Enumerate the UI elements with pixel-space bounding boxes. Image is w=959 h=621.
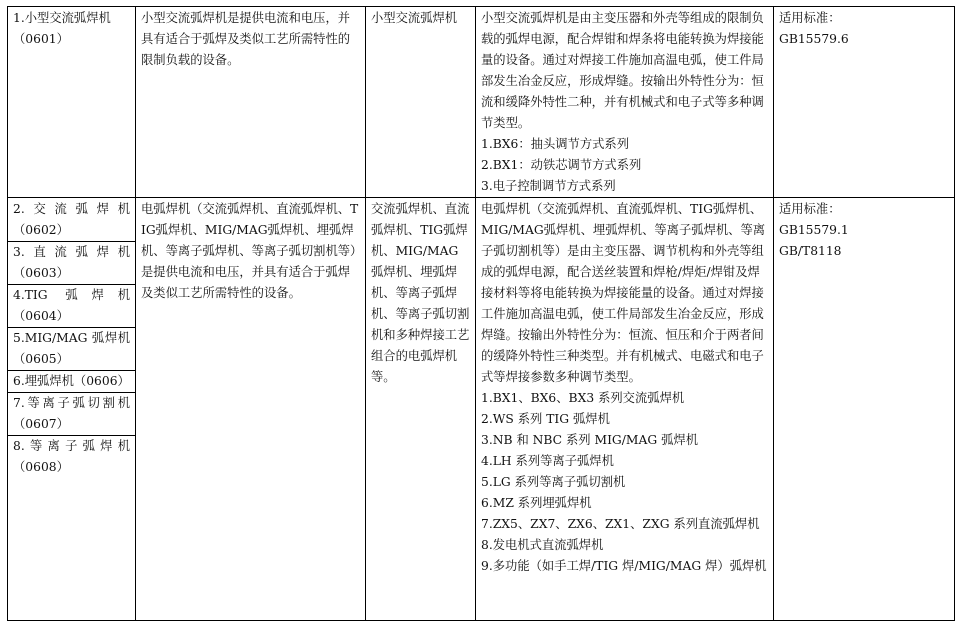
type-item: 7.ZX5、ZX7、ZX6、ZX1、ZXG 系列直流弧焊机: [481, 517, 760, 531]
type-item: 5.LG 系列等离子弧切割机: [481, 475, 626, 489]
definition-cell: 小型交流弧焊机是提供电流和电压，并具有适合于弧焊及类似工艺所需特性的限制负载的设备。: [136, 7, 366, 198]
type-item: 1.BX1、BX6、BX3 系列交流弧焊机: [481, 391, 685, 405]
type-item: 4.LH 系列等离子弧焊机: [481, 454, 614, 468]
category-code: （0604）: [13, 309, 69, 323]
description-cell: [476, 7, 774, 198]
category-item: [8, 242, 135, 285]
type-item: 3.电子控制调节方式系列: [481, 179, 616, 193]
category-cell: [8, 198, 136, 621]
standard-code: GB15579.1: [779, 223, 849, 237]
description-text: 电弧焊机（交流弧焊机、直流弧焊机、TIG弧焊机、MIG/MAG弧焊机、埋弧焊机、等离子弧焊机、等离子弧切割机等）是由主变压器、调节机构和外壳等组成的弧焊电源，配合送丝装置和焊枪/焊炬/焊钳及焊接材料等将电能转换为焊接能量的设备。通过对焊接工件施加高温电弧，使工件局部发生冶金反应，形成焊缝。按输出外特性分为：恒流、恒压和介于两者间的缓降外特性三种类型。并有机械式、电磁式和电子式等焊接参数多种调节类型。: [481, 202, 766, 384]
standard-cell: [774, 7, 955, 198]
type-item: 8.发电机式直流弧焊机: [481, 538, 604, 552]
standard-code: GB/T8118: [779, 244, 842, 258]
category-item: [8, 436, 135, 478]
category-name: 3.直流弧焊机: [13, 245, 130, 259]
category-name: 2.交流弧焊机: [13, 202, 130, 216]
category-name: 8.等离子弧焊机: [13, 439, 130, 453]
standard-cell: [774, 198, 955, 621]
table-row: [8, 198, 955, 621]
category-item: [8, 328, 135, 371]
category-name: 7.等离子弧切割机: [13, 396, 130, 410]
category-item: [8, 199, 135, 242]
standard-label: 适用标准：: [779, 11, 841, 25]
description-cell: [476, 198, 774, 621]
category-name: 5.MIG/MAG 弧焊机: [13, 331, 130, 345]
category-name: 4.TIG 弧焊机: [13, 288, 130, 302]
category-cell: [8, 7, 136, 198]
category-item: [8, 393, 135, 436]
category-code: （0607）: [13, 417, 69, 431]
category-code: （0601）: [13, 32, 69, 46]
scope-cell: 交流弧焊机、直流弧焊机、TIG弧焊机、MIG/MAG弧焊机、埋弧焊机、等离子弧焊机、等离子弧切割机和多种焊接工艺组合的电弧焊机等。: [366, 198, 476, 621]
type-item: 9.多功能（如手工焊/TIG 焊/MIG/MAG 焊）弧焊机: [481, 559, 767, 573]
category-code: （0605）: [13, 352, 69, 366]
definition-cell: 电弧焊机（交流弧焊机、直流弧焊机、TIG弧焊机、MIG/MAG弧焊机、埋弧焊机、等离子弧焊机、等离子弧切割机等）是提供电流和电压，并具有适合于弧焊及类似工艺所需特性的设备。: [136, 198, 366, 621]
category-item: [8, 8, 135, 50]
category-item: [8, 285, 135, 328]
type-item: 6.MZ 系列埋弧焊机: [481, 496, 592, 510]
standard-label: 适用标准：: [779, 202, 841, 216]
description-text: 小型交流弧焊机是由主变压器和外壳等组成的限制负载的弧焊电源，配合焊钳和焊条将电能转换为焊接能量的设备。通过对焊接工件施加高温电弧，使工件局部发生冶金反应，形成焊缝。按输出外特性分为：恒流和缓降外特性二种，并有机械式和电子式等多种调节类型。: [481, 11, 764, 130]
type-item: 2.WS 系列 TIG 弧焊机: [481, 412, 610, 426]
scope-cell: 小型交流弧焊机: [366, 7, 476, 198]
category-item: [8, 371, 135, 393]
product-spec-table: [7, 6, 955, 621]
category-name: 6.埋弧焊机（0606）: [13, 374, 130, 388]
table-row: [8, 7, 955, 198]
type-item: 2.BX1：动铁芯调节方式系列: [481, 158, 642, 172]
category-name: 1.小型交流弧焊机: [13, 11, 111, 25]
type-item: 1.BX6：抽头调节方式系列: [481, 137, 630, 151]
category-code: （0602）: [13, 223, 69, 237]
standard-code: GB15579.6: [779, 32, 849, 46]
category-code: （0608）: [13, 460, 69, 474]
type-item: 3.NB 和 NBC 系列 MIG/MAG 弧焊机: [481, 433, 698, 447]
category-code: （0603）: [13, 266, 69, 280]
